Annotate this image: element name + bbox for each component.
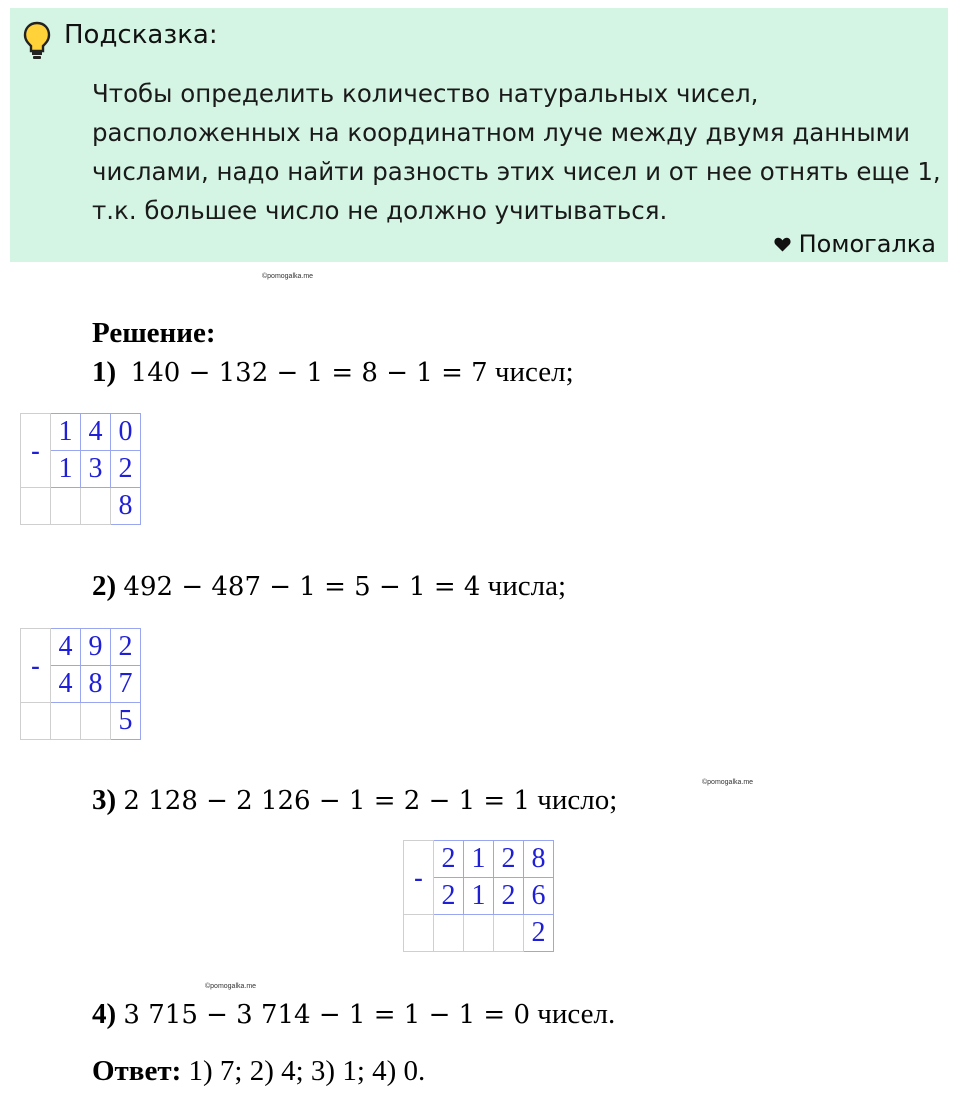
step-word: числа; [487, 570, 567, 602]
digit: 2 [494, 841, 524, 878]
column-subtraction-3 [403, 840, 554, 952]
solution-heading: Решение: [92, 317, 216, 349]
result-digit [51, 488, 81, 525]
answer-label: Ответ: [92, 1055, 182, 1087]
digit: 1 [51, 451, 81, 488]
answer [92, 1055, 425, 1088]
step-word: чисел. [537, 998, 616, 1030]
hint-text: Чтобы определить количество натуральных чисел, расположенных на координатном луче между двумя данными числами, надо найти разность этих чисел и от нее отнять еще 1, т.к. большее число не должно учитываться. [92, 79, 941, 225]
digit: 1 [51, 414, 81, 451]
digit: 4 [51, 629, 81, 666]
digit: 1 [464, 841, 494, 878]
result-digit: 8 [111, 488, 141, 525]
column-subtraction-2 [20, 628, 141, 740]
step-4 [92, 998, 615, 1031]
step-1 [92, 356, 574, 389]
digit: 9 [81, 629, 111, 666]
digit: 2 [434, 841, 464, 878]
digit: 2 [111, 451, 141, 488]
lightbulb-icon [22, 20, 52, 60]
result-digit [81, 703, 111, 740]
hint-title: Подсказка: [64, 20, 218, 50]
step-expression: 140 − 132 − 1 = 8 − 1 = 7 [130, 358, 488, 388]
result-digit: 5 [111, 703, 141, 740]
empty-cell [21, 488, 51, 525]
step-expression: 2 128 − 2 126 − 1 = 2 − 1 = 1 [123, 786, 531, 816]
watermark: ©pomogalka.me [205, 983, 257, 990]
result-digit [434, 915, 464, 952]
step-word: число; [537, 784, 618, 816]
empty-cell [404, 915, 434, 952]
result-digit [51, 703, 81, 740]
digit: 0 [111, 414, 141, 451]
result-digit [464, 915, 494, 952]
step-number: 1) [92, 356, 117, 388]
watermark: ©pomogalka.me [702, 779, 754, 786]
result-digit [494, 915, 524, 952]
result-digit [81, 488, 111, 525]
minus-sign: - [21, 414, 51, 488]
column-subtraction-1 [20, 413, 141, 525]
digit: 2 [494, 878, 524, 915]
digit: 6 [524, 878, 554, 915]
digit: 8 [81, 666, 111, 703]
step-word: чисел; [494, 356, 574, 388]
watermark: ©pomogalka.me [262, 273, 314, 280]
step-expression: 492 − 487 − 1 = 5 − 1 = 4 [123, 572, 481, 602]
step-number: 4) [92, 998, 117, 1030]
brand-name: Помогалка [798, 230, 936, 258]
digit: 7 [111, 666, 141, 703]
step-3 [92, 784, 617, 817]
step-number: 2) [92, 570, 117, 602]
digit: 8 [524, 841, 554, 878]
digit: 2 [434, 878, 464, 915]
step-2 [92, 570, 566, 603]
step-number: 3) [92, 784, 117, 816]
digit: 4 [51, 666, 81, 703]
digit: 2 [111, 629, 141, 666]
empty-cell [21, 703, 51, 740]
digit: 3 [81, 451, 111, 488]
result-digit: 2 [524, 915, 554, 952]
brand-label [774, 230, 936, 258]
answer-text: 1) 7; 2) 4; 3) 1; 4) 0. [188, 1055, 426, 1087]
digit: 1 [464, 878, 494, 915]
digit: 4 [81, 414, 111, 451]
minus-sign: - [21, 629, 51, 703]
step-expression: 3 715 − 3 714 − 1 = 1 − 1 = 0 [123, 1000, 531, 1030]
minus-sign: - [404, 841, 434, 915]
hint-box [10, 8, 948, 262]
heart-icon [774, 237, 791, 252]
